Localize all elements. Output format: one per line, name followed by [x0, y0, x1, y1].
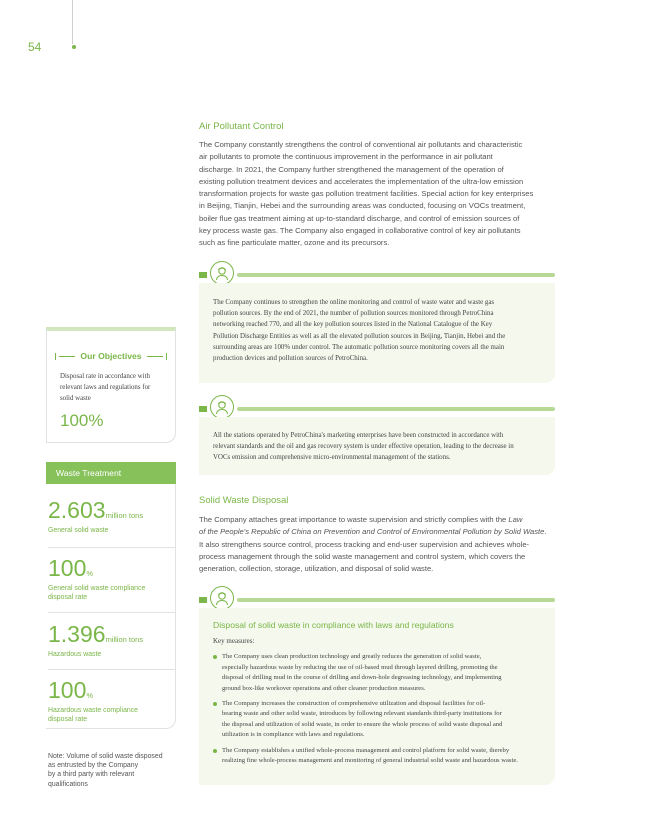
stat-general-solid-waste — [48, 498, 174, 535]
callout-box-stations — [199, 417, 555, 475]
worker-icon — [210, 586, 234, 610]
stat-unit: million tons — [105, 511, 144, 520]
key-measures-label: Key measures: — [213, 637, 255, 646]
callout-box-monitoring — [199, 283, 555, 383]
air-line: existing pollution treatment devices and accelerates the implementation of the ultra-low emission — [199, 176, 524, 186]
objectives-text: Disposal rate in accordance with relevant laws and regulations for solid waste — [60, 373, 151, 402]
air-paragraph — [199, 139, 555, 250]
air-line: The Company constantly strengthens the control of conventional air pollutants and characteristic — [199, 140, 523, 149]
worker-icon — [210, 261, 234, 285]
stat-value: 2.603 — [48, 497, 106, 523]
solid-line: process management through the solid waste management and control system, which covers the — [199, 551, 526, 561]
stat-unit: % — [86, 569, 94, 578]
air-line: boiler flue gas treatment aiming at up-to-standard discharge, and control of emission sources of — [199, 213, 520, 223]
law-title: Law — [508, 515, 523, 524]
stat-unit: % — [86, 691, 94, 700]
box1-line: production devices and pollution sources of PetroChina. — [213, 355, 368, 363]
air-line: such as fine particulate matter, ozone and its precursors. — [199, 238, 390, 248]
box1-line: networking reached 770, and all the key pollution sources listed in the National Catalogue of the Key — [213, 321, 493, 329]
stat-label: General solid waste — [48, 527, 109, 534]
stat-value: 100 — [48, 677, 87, 703]
callout-box-disposal — [199, 608, 555, 785]
page-number: 54 — [28, 40, 42, 54]
disposal-title: Disposal of solid waste in compliance with laws and regulations — [213, 620, 454, 630]
worker-icon — [210, 395, 234, 419]
bullet-dot-icon — [213, 749, 217, 753]
stat-label: Hazardous waste compliance disposal rate — [48, 707, 139, 723]
law-title: of the People's Republic of China on Prevention and Control of Environmental Pollution by Solid Waste — [199, 527, 545, 537]
page-rule — [72, 0, 73, 44]
box1-line: surrounding areas are 100% under control. The automatic pollution source monitoring covers all the main — [213, 343, 505, 351]
stat-value: 100 — [48, 555, 87, 581]
box2-line: VOCs emission and comprehensive micro-environmental management of the stations. — [213, 454, 451, 462]
objectives-title: Our Objectives — [80, 351, 142, 361]
box1-line: Pollution Discharge Entities as well as all the elevated pollution sources in Beijing, Tianjin, Hebei and the — [213, 332, 506, 340]
bullet-dot-icon — [213, 702, 217, 706]
air-section-title: Air Pollutant Control — [199, 121, 284, 132]
solid-section-title: Solid Waste Disposal — [199, 495, 289, 506]
stat-value: 1.396 — [48, 621, 106, 647]
stat-label: Hazardous waste — [48, 651, 102, 658]
air-line: in Beijing, Tianjin, Hebei and the surrounding areas was conducted, focusing on VOCs treatment, — [199, 201, 526, 211]
stat-general-compliance-rate — [48, 556, 174, 602]
objectives-value: 100% — [60, 411, 104, 430]
objectives-card — [46, 327, 176, 443]
page-dot — [72, 45, 76, 49]
stat-label: General solid waste compliance disposal rate — [48, 585, 146, 601]
stat-unit: million tons — [105, 635, 144, 644]
callout-header-2 — [199, 401, 555, 417]
bullet-dot-icon — [213, 655, 217, 659]
air-line: air pollutants to promote the continuous improvement in the performance in air pollutant — [199, 152, 493, 162]
measure-item: The Company increases the construction of comprehensive utilization and disposal facilities for oil- bearing waste and other solid waste, introduces by following relevant standards third-party institutions for the disposal and utilization of solid waste, in order to ensure the whole process of solid waste disposal and utilization is in compliance with laws and regulations. — [213, 699, 543, 741]
box2-line: All the stations operated by PetroChina's marketing enterprises have been constructed in accordance with — [213, 432, 504, 439]
measure-item: The Company establishes a unified whole-process management and control platform for solid waste, thereby realizing fine whole-process management and monitoring of general industrial solid waste and hazardous waste. — [213, 746, 543, 767]
stat-hazardous-compliance-rate — [48, 678, 174, 724]
divider — [48, 612, 176, 613]
divider — [48, 669, 176, 670]
callout-header-3 — [199, 592, 555, 608]
box1-line: pollution sources. By the end of 2021, the number of pollution sources monitored through PetroChina — [213, 310, 494, 318]
air-line: key process waste gas. The Company also engaged in collaborative control of key air pollutants — [199, 226, 521, 236]
air-line: discharge. In 2021, the Company further strengthened the management of the operation of — [199, 164, 504, 174]
solid-line: The Company attaches great importance to waste supervision and strictly complies with the — [199, 515, 509, 524]
footnote: Note: Volume of solid waste disposed as entrusted by the Company by a third party with relevant qualifications — [48, 753, 163, 788]
callout-header-1 — [199, 267, 555, 283]
divider — [48, 547, 176, 548]
measure-item: The Company uses clean production technology and greatly reduces the generation of solid waste, especially hazardous waste by reducing the use of oil-based mud through layered drilling, promoting the disposal of drilling mud in the course of drilling and down-hole degreasing technology, and implementing ground box-like workover operations and other cleaner production measures. — [213, 652, 543, 694]
box1-line: The Company continues to strengthen the online monitoring and control of waste water and waste gas — [213, 299, 495, 306]
solid-line: It also strengthens source control, process tracking and end-user supervision and achieves whole- — [199, 539, 530, 549]
air-line: transformation projects for waste gas pollution treatment facilities. Special action for key enterprises — [199, 189, 534, 199]
waste-treatment-header: Waste Treatment — [46, 462, 176, 484]
stat-hazardous-waste — [48, 622, 174, 659]
solid-paragraph: The Company attaches great importance to waste supervision and strictly complies with the Law of the People's Republic of China on Prevention and Control of Environmental Pollution by Solid Waste. It also strengthens source control, process tracking and end-user supervision and achieves whole- process management through the solid waste management and control system, which covers the generation, collection, storage, utilization, and disposal of solid waste. — [199, 514, 555, 575]
box2-line: relevant standards and the oil and gas recovery system is under effective operation, leading to the decrease in — [213, 443, 514, 451]
solid-line: generation, collection, storage, utilization, and disposal of solid waste. — [199, 564, 434, 574]
